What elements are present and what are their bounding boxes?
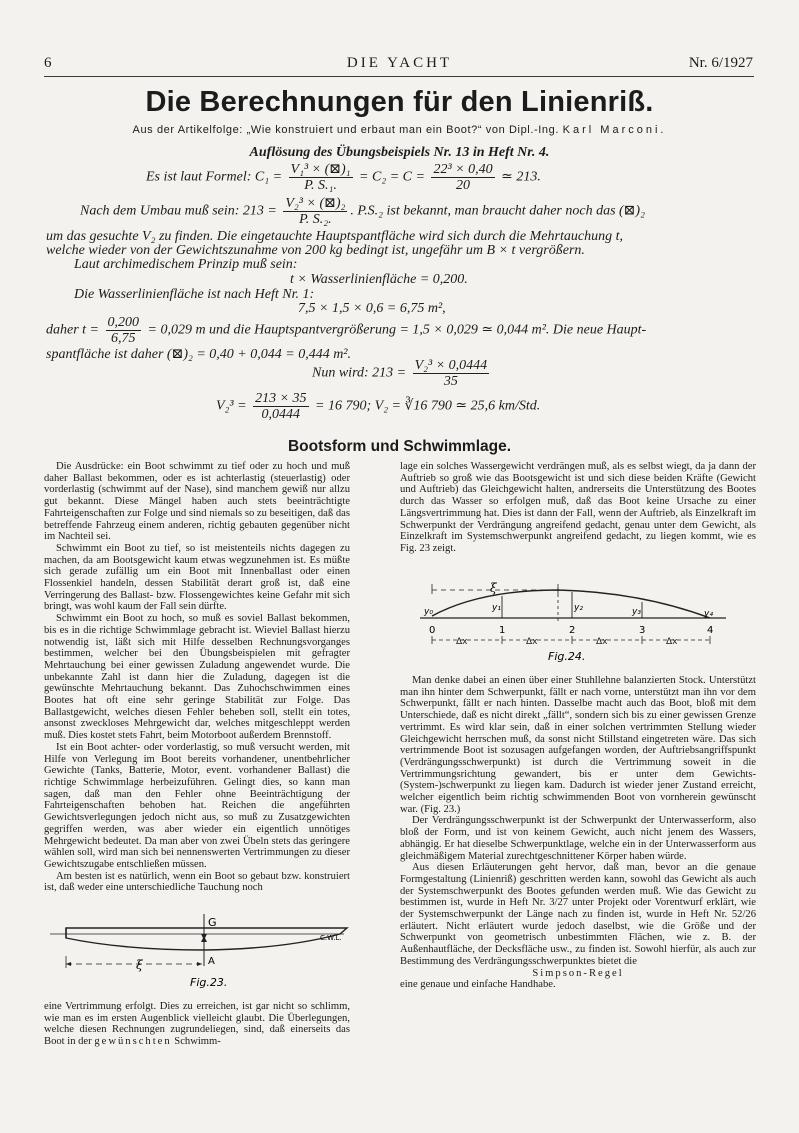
f2-num: V₂³ × (⊠)₂ xyxy=(285,196,346,211)
text-run: Schwimm- xyxy=(174,1036,221,1048)
solution-line-6: t × Wasserlinienfläche = 0,200. xyxy=(290,272,468,287)
paragraph: Der Verdrängungsschwerpunkt ist der Schwerpunkt der Unterwasserform, also bloß der Form, und ist von keinem Gewicht, auch nicht jenem des Wassers, abhängig. Er hat dieselbe Schwerpunktlage, welche ein in der Unterwasserform aus gleichmäßigem Material zurechtgeschnittener Körper haben würde. xyxy=(400,815,756,862)
f9-num: 0,200 xyxy=(107,315,139,330)
dx-label: Δx xyxy=(526,637,538,647)
solution-line-10: spantfläche ist daher (⊠)₂ = 0,40 + 0,044 = 0,444 m². xyxy=(46,347,352,362)
y-label-1: y₁ xyxy=(492,603,501,613)
page-number: 6 xyxy=(44,55,52,71)
figure-23 xyxy=(44,906,350,992)
paragraph: Man denke dabei an einen über einer Stuhllehne balanzierten Stock. Unterstützt man ihn hinter dem Schwerpunkt, fällt er nach vorne, unterstützt man ihn vor dem Schwerpunkt, fällt er nach hinten. Dasselbe macht auch das Boot, bloß mit dem Unterschiede, daß es nicht direkt „fällt“, sondern sich bis zu einer gewissen Grenze vertrimmt. Es wird klar sein, daß in einer solchen vertrimmten Stellung wieder Gleichgewicht herrschen muß, da sonst nicht Stillstand eingetreten wäre. Das sich vertrimmende Boot ist sozusagen aufgefangen worden, der Auftriebsangriffspunkt (Verdrängungsschwerpunkt) ist durch die Vertrimmung soweit in die Vertrimmungsrichtung gewandert, bis er unter dem Gewichts-(System-)schwerpunkt zu liegen kam. Dadurch ist wieder jener Zustand erreicht, welcher eigentlich beim richtig schwimmenden Boot von vornherein gewünscht war. (Fig. 23.) xyxy=(400,675,756,815)
f12-den: 0,0444 xyxy=(261,407,301,422)
solution-line-5: Laut archimedischem Prinzip muß sein: xyxy=(74,257,298,272)
station-2: 2 xyxy=(569,625,576,636)
y-label-3: y₃ xyxy=(632,607,641,617)
station-4: 4 xyxy=(707,625,714,636)
f1-num2: 22³ × 0,40 xyxy=(433,162,493,177)
dx-label: Δx xyxy=(596,637,608,647)
hull-outline xyxy=(66,928,347,950)
figure-24 xyxy=(410,574,750,664)
formula-line-11 xyxy=(312,358,492,389)
paragraph: Ist ein Boot achter- oder vorderlastig, so muß versucht werden, mit Hilfe von Verlegung im Boot bereits vorhandener, unentbehrlicher Gewichte (Tanks, Batterie, Motor, event. vorhandener Ballast) die richtige Schwimmlage herbeizuführen. Gelingt dies, so kann man sagen, daß man den Fehler ohne Beeinträchtigung der Fahrteigenschaften behoben hat. Reichen die angeführten Gewichtsverlegungen jedoch nicht aus, so muß zu Zusatzgewichten gegriffen werden, was aber wieder ein eigentlich unnötiges Mehrgewicht bedeutet. Da man aber von zwei Übeln stets das geringere wählen soll, wird man sich bei nennenswerten Vertrimmungen zu dieser Gewichtszugabe entschließen müssen. xyxy=(44,741,350,870)
text-run: eine Vertrimmung erfolgt. Dies zu erreichen, ist gar nicht so schlimm, wie man es im ersten Augenblick vielleicht glaubt. Die Überlegungen, welche diesen Rechnungen zugrundeliegen, sind, daß einerseits das Boot in der xyxy=(44,1001,350,1048)
dx-label: Δx xyxy=(666,637,678,647)
f1-pre: Es ist laut Formel: C₁ = xyxy=(146,169,283,185)
left-column-bottom xyxy=(44,1001,350,1048)
f11-num: V₂³ × 0,0444 xyxy=(414,358,488,373)
f12-post: = 16 790; V₂ = ∛16 790 ≃ 25,6 km/Std. xyxy=(315,398,541,414)
y-label-2: y₂ xyxy=(574,603,583,613)
f2-post: . P.S.₂ ist bekannt, man braucht daher noch das (⊠)₂ xyxy=(350,203,645,219)
paragraph: Am besten ist es natürlich, wenn ein Boot so gebaut bzw. konstruiert ist, daß weder eine unterschiedliche Tauchung noch xyxy=(44,870,350,894)
paragraph xyxy=(44,1001,350,1048)
f9-post: = 0,029 m und die Hauptspantvergrößerung = 1,5 × 0,029 ≃ 0,044 m². Die neue Haupt- xyxy=(147,322,647,338)
f1-num: V₁³ × (⊠)₁ xyxy=(290,162,351,177)
f9-pre: daher t = xyxy=(46,322,99,338)
dx-label: Δx xyxy=(456,637,468,647)
f1-post: ≃ 213. xyxy=(501,169,541,185)
right-column-bottom xyxy=(400,675,756,991)
label-a: A xyxy=(208,956,215,967)
solution-line-7: Die Wasserlinienfläche ist nach Heft Nr. 1: xyxy=(74,287,315,302)
f9-fraction xyxy=(106,315,142,346)
station-3: 3 xyxy=(639,625,646,636)
label-cwl: C.W.L. xyxy=(320,934,342,942)
issue-number: Nr. 6/1927 xyxy=(688,55,753,71)
fig24-xi: ξ xyxy=(490,581,497,595)
text-run-spaced: gewünschten xyxy=(94,1036,172,1048)
f1-den: P. S.₁. xyxy=(304,178,337,193)
solution-line-8: 7,5 × 1,5 × 0,6 = 6,75 m², xyxy=(298,301,446,316)
journal-title: DIE YACHT xyxy=(346,55,453,71)
y-label-0: y₀ xyxy=(424,607,433,617)
paragraph: eine genaue und einfache Handhabe. xyxy=(400,979,556,991)
label-g: G xyxy=(208,916,217,929)
paragraph: Schwimmt ein Boot zu hoch, so muß es soviel Ballast bekommen, bis es in die richtige Schwimmlage gebracht ist. Wieviel Ballast hierzu notwendig ist, läßt sich mit Hilfe desselben Rechnungsvorganges bestimmen, welcher bei den Übungsbeispielen mit gefragter Mehrtauchung bei einer gewissen Zuladung angewendet wurde. Die unbekannte Zahl ist dann hier die Zuladung, dagegen ist die gewünschte Mehrtauchung bekannt. Das Zuhochschwimmen eines Bootes hat oft eine sehr geringe Stabilität zur Folge. Das Ballastgewicht, welches diesen Fehler beheben soll, stellt ein totes, ansonst zweckloses Mehrgewicht dar, welches mitgeschleppt werden muß. Dies kostet stets Fahrt, beim Motorboot außerdem Brennstoff. xyxy=(44,613,350,742)
byline-author: Karl Marconi. xyxy=(562,124,667,136)
byline-prefix: Aus der Artikelfolge: „Wie konstruiert und erbaut man ein Boot?“ von Dipl.-Ing. xyxy=(132,124,560,136)
f12-num: 213 × 35 xyxy=(255,391,307,406)
right-column-top xyxy=(400,461,756,555)
text-run-spaced: Simpson-Regel xyxy=(532,967,624,979)
paragraph: Aus diesen Erläuterungen geht hervor, daß man, bevor an die genaue Formgestaltung (Linienriß) geschritten werden kann, sowohl das Gewicht als auch der Systemschwerpunkt des Bootes gefunden werden muß. Wie das Gewicht zu bestimmen ist, wurde in Heft Nr. 3/27 unter Projekt oder Vorentwurf erklärt, wie der Systemschwerpunkt der Länge nach zu finden ist, wurde in Heft Nr. 52/26 erläutert. Nicht erläutert wurde jedoch daselbst, wie die Größe und der Schwerpunkt von geometrisch unbestimmten Flächen, wie z. B. der Außenhautfläche, der Decksfläche usw., zu finden ist. Sowohl hierfür, als auch zur Bestimmung des Verdrängungsschwerpunktes bietet die xyxy=(400,862,756,967)
f11-den: 35 xyxy=(443,374,458,389)
station-1: 1 xyxy=(499,625,506,636)
f9-den: 6,75 xyxy=(111,331,136,346)
formula-line-12 xyxy=(216,391,540,422)
byline xyxy=(0,124,799,136)
f1-den2: 20 xyxy=(456,178,471,193)
paragraph: lage ein solches Wassergewicht verdrängen muß, als es selbst wiegt, da ja dann der Auftrieb so groß wie das Bootsgewicht ist und sich diese beiden Kräfte (Gewicht und Auftrieb) das Gleichgewicht halten, andrerseits die Unterstützung des Bootes durch das Wasser so erfolgen muß, daß das Boot keine Ursache zu einer Längsvertrimmung hat. Dies ist dann der Fall, wenn der Auftrieb, als Einzelkraft im Schwerpunkt der Verdrängung angreifend gedacht, genau unter dem Gewicht, als Einzelkraft im Systemschwerpunkt angreifend gedacht, zu liegen kommt, wie es Fig. 23 zeigt. xyxy=(400,461,756,554)
solution-line-3: um das gesuchte V₂ zu finden. Die eingetauchte Hauptspantfläche wird sich durch die Mehrtauchung t, xyxy=(46,229,623,244)
curve xyxy=(432,590,710,618)
f12-pre: V₂³ = xyxy=(216,398,247,414)
f1-fraction xyxy=(289,162,353,193)
f1-mid: = C₂ = C = xyxy=(359,169,425,185)
f11-fraction xyxy=(413,358,490,389)
section-title: Bootsform und Schwimmlage. xyxy=(287,438,512,455)
f2-pre: Nach dem Umbau muß sein: 213 = xyxy=(80,203,277,219)
paragraph: Schwimmt ein Boot zu tief, so ist meistenteils nichts dagegen zu machen, da am Bootsgewicht kaum etwas wegzunehmen ist. Es müßte sich gerade zufällig um ein Boot mit Innenballast oder einen Flossenkiel handeln, dessen Stabilität derart groß ist, daß eine Verringerung des Ballast- bzw. Flossengewichtes keine Gefahr mit sich bringt, was wohl kaum der Fall sein dürfte. xyxy=(44,542,350,613)
fig24-caption: Fig.24. xyxy=(548,650,586,663)
header-rule xyxy=(44,76,754,77)
formula-line-2 xyxy=(80,196,645,227)
paragraph: Die Ausdrücke: ein Boot schwimmt zu tief oder zu hoch und muß daher Ballast bekommen, oder es ist achterlastig (steuerlastig) oder vorderlastig (schwimmt auf der Nase), sind manchem gewiß nur allzu gut bekannt. Diese Mängel haben auch stets beeinträchtigte Fahrteigenschaften zur Folge und sind niemals so zu beseitigen, daß das betreffende Fahrzeug einem anderen, richtig gebauten gegenüber nicht im Nachteil sei. xyxy=(44,461,350,543)
formula-line-1 xyxy=(146,162,541,193)
f2-fraction xyxy=(283,196,347,227)
solution-line-4: welche wieder von der Gewichtszunahme von 200 kg bedingt ist, ungefähr um B × t vergrößern. xyxy=(46,243,585,258)
station-0: 0 xyxy=(429,625,436,636)
y-label-4: y₄ xyxy=(704,609,713,619)
fig23-caption: Fig.23. xyxy=(190,976,228,989)
left-column-top xyxy=(44,461,350,894)
f1-fraction-2 xyxy=(431,162,494,193)
f12-fraction xyxy=(253,391,308,422)
simpson-heading xyxy=(400,968,756,980)
article-title: Die Berechnungen für den Linienriß. xyxy=(145,86,654,118)
f2-den: P. S.₂. xyxy=(299,212,332,227)
solution-heading: Auflösung des Übungsbeispiels Nr. 13 in Heft Nr. 4. xyxy=(249,145,550,160)
formula-line-9 xyxy=(46,315,646,346)
label-xi: ξ xyxy=(136,958,143,972)
f11-pre: Nun wird: 213 = xyxy=(312,365,407,381)
